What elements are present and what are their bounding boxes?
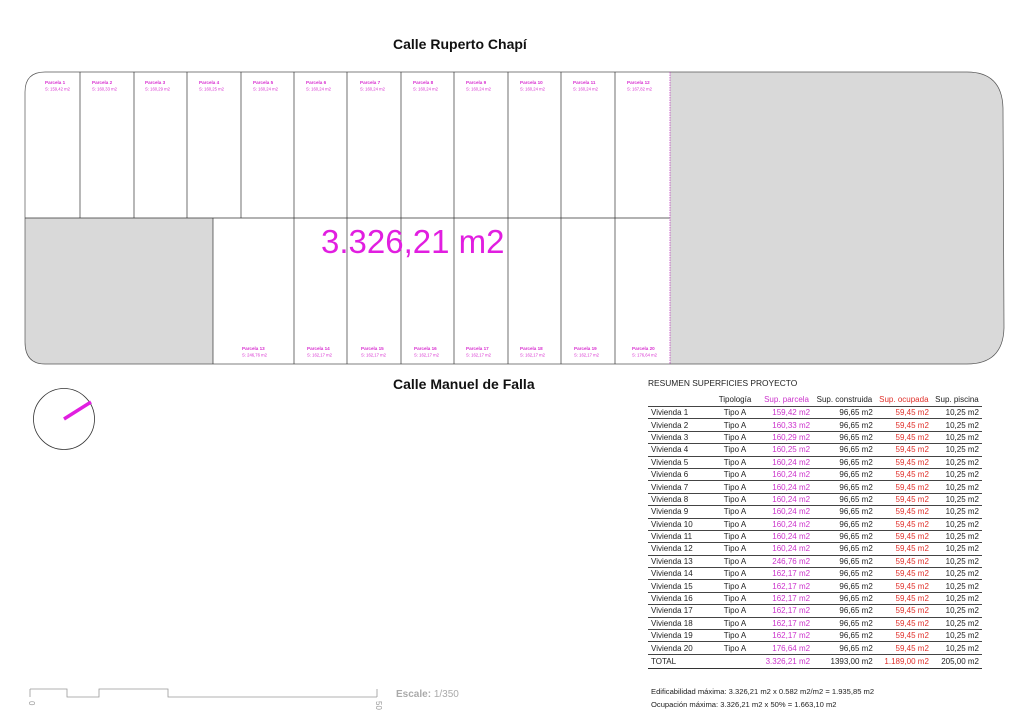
table-row <box>648 444 982 456</box>
table-cell: 96,65 m2 <box>813 543 876 555</box>
table-cell: Tipo A <box>710 468 760 480</box>
svg-text:Parcela 11: Parcela 11 <box>573 80 596 85</box>
table-cell: Tipo A <box>710 493 760 505</box>
svg-text:Parcela 16: Parcela 16 <box>414 346 437 351</box>
table-cell: Tipo A <box>710 580 760 592</box>
table-cell: 59,45 m2 <box>876 642 932 654</box>
table-cell: Tipo A <box>710 630 760 642</box>
table-cell: 96,65 m2 <box>813 444 876 456</box>
table-cell: 10,25 m2 <box>932 518 982 530</box>
table-cell: 160,24 m2 <box>760 543 813 555</box>
table-cell: 160,33 m2 <box>760 419 813 431</box>
table-cell: 10,25 m2 <box>932 431 982 443</box>
table-cell: Tipo A <box>710 543 760 555</box>
table-cell: Vivienda 2 <box>648 419 710 431</box>
table-cell: 10,25 m2 <box>932 493 982 505</box>
table-cell: 59,45 m2 <box>876 580 932 592</box>
table-cell: 59,45 m2 <box>876 592 932 604</box>
svg-text:S: 159,42 m2: S: 159,42 m2 <box>45 86 70 92</box>
parcel-label <box>574 346 600 358</box>
table-cell: 96,65 m2 <box>813 431 876 443</box>
table-row <box>648 518 982 530</box>
table-cell: 96,65 m2 <box>813 555 876 567</box>
table-row <box>648 419 982 431</box>
scale-end: 50 <box>374 701 383 710</box>
col-header: Sup. piscina <box>935 394 979 404</box>
svg-text:Parcela 4: Parcela 4 <box>199 80 220 85</box>
table-cell: 162,17 m2 <box>760 568 813 580</box>
table-cell: 96,65 m2 <box>813 630 876 642</box>
col-header: Sup. ocupada <box>879 394 929 404</box>
table-cell: 96,65 m2 <box>813 481 876 493</box>
table-cell: 10,25 m2 <box>932 580 982 592</box>
table-cell: 59,45 m2 <box>876 543 932 555</box>
table-row <box>648 592 982 604</box>
parcel-label <box>573 80 599 92</box>
table-cell: 162,17 m2 <box>760 617 813 629</box>
table-cell: 160,29 m2 <box>760 431 813 443</box>
table-cell: 96,65 m2 <box>813 605 876 617</box>
table-cell: Vivienda 5 <box>648 456 710 468</box>
table-cell: TOTAL <box>648 654 710 668</box>
table-cell: 96,65 m2 <box>813 407 876 419</box>
table-cell: 159,42 m2 <box>760 407 813 419</box>
svg-text:Parcela 6: Parcela 6 <box>306 80 327 85</box>
table-cell: Tipo A <box>710 506 760 518</box>
table-cell: 10,25 m2 <box>932 506 982 518</box>
table-cell: 96,65 m2 <box>813 530 876 542</box>
table-cell: Tipo A <box>710 605 760 617</box>
table-cell: 10,25 m2 <box>932 555 982 567</box>
table-cell: Vivienda 10 <box>648 518 710 530</box>
table-cell: Tipo A <box>710 444 760 456</box>
parcel-label <box>627 80 653 92</box>
svg-text:Parcela 17: Parcela 17 <box>466 346 489 351</box>
table-row <box>648 530 982 542</box>
table-cell: 96,65 m2 <box>813 580 876 592</box>
table-cell: 59,45 m2 <box>876 431 932 443</box>
table-cell: Tipo A <box>710 407 760 419</box>
table-cell: 59,45 m2 <box>876 456 932 468</box>
svg-text:S: 160,24 m2: S: 160,24 m2 <box>466 86 491 92</box>
table-row <box>648 493 982 505</box>
table-cell: 160,24 m2 <box>760 530 813 542</box>
svg-text:Parcela 8: Parcela 8 <box>413 80 434 85</box>
table-cell: 59,45 m2 <box>876 530 932 542</box>
table-cell: 10,25 m2 <box>932 642 982 654</box>
table-cell: 96,65 m2 <box>813 592 876 604</box>
table-cell: 59,45 m2 <box>876 444 932 456</box>
svg-text:Parcela 1: Parcela 1 <box>45 80 66 85</box>
svg-text:Parcela 20: Parcela 20 <box>632 346 655 351</box>
table-row <box>648 506 982 518</box>
north-arrow-icon <box>30 386 100 454</box>
table-cell: 10,25 m2 <box>932 605 982 617</box>
table-cell: 10,25 m2 <box>932 468 982 480</box>
ocupacion-note: Ocupación máxima: 3.326,21 m2 x 50% = 1.663,10 m2 <box>651 700 837 709</box>
shaded-block-right <box>670 72 1005 364</box>
table-cell: Vivienda 11 <box>648 530 710 542</box>
scale-start: 0 <box>27 701 36 706</box>
col-header <box>648 392 710 407</box>
svg-text:Parcela 19: Parcela 19 <box>574 346 597 351</box>
svg-text:Parcela 15: Parcela 15 <box>361 346 384 351</box>
table-cell: 1393,00 m2 <box>813 654 876 668</box>
svg-text:S: 162,17 m2: S: 162,17 m2 <box>307 352 332 358</box>
table-cell: 96,65 m2 <box>813 617 876 629</box>
table-cell: 1.189,00 m2 <box>876 654 932 668</box>
table-cell: 162,17 m2 <box>760 630 813 642</box>
table-cell: 59,45 m2 <box>876 568 932 580</box>
table-row <box>648 642 982 654</box>
parcel-label <box>466 346 492 358</box>
table-cell: 10,25 m2 <box>932 444 982 456</box>
table-cell: 59,45 m2 <box>876 518 932 530</box>
summary-rows <box>648 407 982 669</box>
table-cell: 10,25 m2 <box>932 592 982 604</box>
table-cell: 162,17 m2 <box>760 592 813 604</box>
table-cell: 160,24 m2 <box>760 456 813 468</box>
table-cell: Vivienda 14 <box>648 568 710 580</box>
svg-text:S: 246,76 m2: S: 246,76 m2 <box>242 352 267 358</box>
table-cell: 162,17 m2 <box>760 605 813 617</box>
svg-text:S: 162,17 m2: S: 162,17 m2 <box>466 352 491 358</box>
scale-value: 1/350 <box>433 689 459 700</box>
table-cell: Vivienda 18 <box>648 617 710 629</box>
svg-text:S: 162,17 m2: S: 162,17 m2 <box>361 352 386 358</box>
table-cell: Tipo A <box>710 555 760 567</box>
svg-text:S: 160,24 m2: S: 160,24 m2 <box>520 86 545 92</box>
table-row <box>648 568 982 580</box>
svg-text:Parcela 9: Parcela 9 <box>466 80 487 85</box>
svg-text:S: 160,24 m2: S: 160,24 m2 <box>306 86 331 92</box>
table-row <box>648 555 982 567</box>
table-cell: 59,45 m2 <box>876 605 932 617</box>
summary-table <box>648 378 982 669</box>
table-row <box>648 630 982 642</box>
svg-text:S: 160,24 m2: S: 160,24 m2 <box>573 86 598 92</box>
scale-label <box>396 689 459 700</box>
parcel-label <box>632 346 658 358</box>
table-cell: 96,65 m2 <box>813 642 876 654</box>
svg-text:S: 162,17 m2: S: 162,17 m2 <box>414 352 439 358</box>
total-row <box>648 654 982 668</box>
table-cell: 10,25 m2 <box>932 617 982 629</box>
table-cell: 160,25 m2 <box>760 444 813 456</box>
parcel-label <box>520 346 546 358</box>
table-cell: Tipo A <box>710 518 760 530</box>
table-cell: 160,24 m2 <box>760 518 813 530</box>
table-cell: 160,24 m2 <box>760 468 813 480</box>
table-cell: 59,45 m2 <box>876 555 932 567</box>
table-cell: 96,65 m2 <box>813 568 876 580</box>
table-cell: 246,76 m2 <box>760 555 813 567</box>
summary-title: RESUMEN SUPERFICIES PROYECTO <box>648 378 798 388</box>
table-cell: 160,24 m2 <box>760 481 813 493</box>
svg-text:Parcela 12: Parcela 12 <box>627 80 650 85</box>
table-cell: 10,25 m2 <box>932 568 982 580</box>
table-row <box>648 580 982 592</box>
table-cell: 59,45 m2 <box>876 630 932 642</box>
table-cell: 96,65 m2 <box>813 456 876 468</box>
table-cell: 10,25 m2 <box>932 481 982 493</box>
svg-text:Parcela 18: Parcela 18 <box>520 346 543 351</box>
table-cell: Tipo A <box>710 568 760 580</box>
svg-text:S: 160,24 m2: S: 160,24 m2 <box>413 86 438 92</box>
table-cell: 10,25 m2 <box>932 530 982 542</box>
parcel-label <box>307 346 333 358</box>
table-row <box>648 605 982 617</box>
table-cell: 10,25 m2 <box>932 456 982 468</box>
svg-text:S: 176,64 m2: S: 176,64 m2 <box>632 352 657 358</box>
svg-text:S: 167,82 m2: S: 167,82 m2 <box>627 86 652 92</box>
svg-text:Parcela 10: Parcela 10 <box>520 80 543 85</box>
street-name-bottom: Calle Manuel de Falla <box>393 376 535 392</box>
svg-text:Parcela 2: Parcela 2 <box>92 80 113 85</box>
table-cell: 96,65 m2 <box>813 468 876 480</box>
table-cell: 96,65 m2 <box>813 506 876 518</box>
table-cell: Vivienda 19 <box>648 630 710 642</box>
table-cell: Vivienda 12 <box>648 543 710 555</box>
table-cell: Tipo A <box>710 642 760 654</box>
table-cell: Vivienda 16 <box>648 592 710 604</box>
table-cell: 162,17 m2 <box>760 580 813 592</box>
table-cell: Tipo A <box>710 617 760 629</box>
table-cell: 176,64 m2 <box>760 642 813 654</box>
table-row <box>648 456 982 468</box>
svg-text:S: 162,17 m2: S: 162,17 m2 <box>520 352 545 358</box>
table-cell <box>710 654 760 668</box>
table-cell: 59,45 m2 <box>876 419 932 431</box>
table-cell: 96,65 m2 <box>813 518 876 530</box>
table-cell: 59,45 m2 <box>876 493 932 505</box>
svg-text:Parcela 7: Parcela 7 <box>360 80 381 85</box>
svg-text:Parcela 13: Parcela 13 <box>242 346 265 351</box>
parcel-label <box>242 346 268 358</box>
table-cell: 160,24 m2 <box>760 506 813 518</box>
table-cell: 96,65 m2 <box>813 493 876 505</box>
table-cell: Vivienda 7 <box>648 481 710 493</box>
table-cell: Vivienda 8 <box>648 493 710 505</box>
table-cell: Vivienda 3 <box>648 431 710 443</box>
table-row <box>648 468 982 480</box>
table-cell: Tipo A <box>710 431 760 443</box>
table-cell: 59,45 m2 <box>876 481 932 493</box>
svg-text:S: 160,25 m2: S: 160,25 m2 <box>199 86 224 92</box>
table-cell: Vivienda 9 <box>648 506 710 518</box>
table-cell: 3.326,21 m2 <box>760 654 813 668</box>
table-cell: Tipo A <box>710 592 760 604</box>
table-cell: 10,25 m2 <box>932 543 982 555</box>
table-cell: 160,24 m2 <box>760 493 813 505</box>
table-row <box>648 617 982 629</box>
svg-text:S: 160,29 m2: S: 160,29 m2 <box>145 86 170 92</box>
table-cell: Tipo A <box>710 481 760 493</box>
table-cell: Tipo A <box>710 530 760 542</box>
svg-text:S: 160,33 m2: S: 160,33 m2 <box>92 86 117 92</box>
svg-text:S: 160,24 m2: S: 160,24 m2 <box>360 86 385 92</box>
table-cell: 59,45 m2 <box>876 407 932 419</box>
table-cell: Vivienda 17 <box>648 605 710 617</box>
edificabilidad-note: Edificabilidad máxima: 3.326,21 m2 x 0.582 m2/m2 = 1.935,85 m2 <box>651 687 875 696</box>
parcel-label <box>520 80 546 92</box>
svg-text:S: 162,17 m2: S: 162,17 m2 <box>574 352 599 358</box>
table-cell: Tipo A <box>710 456 760 468</box>
table-cell: 10,25 m2 <box>932 407 982 419</box>
table-cell: Vivienda 13 <box>648 555 710 567</box>
table-cell: 59,45 m2 <box>876 468 932 480</box>
table-cell: 10,25 m2 <box>932 419 982 431</box>
total-area-label: 3.326,21 m2 <box>321 223 505 260</box>
table-cell: Vivienda 1 <box>648 407 710 419</box>
col-header: Sup. construida <box>816 394 873 404</box>
table-cell: Tipo A <box>710 419 760 431</box>
col-header: Tipología <box>718 394 752 404</box>
table-cell: 59,45 m2 <box>876 617 932 629</box>
table-row <box>648 543 982 555</box>
table-row <box>648 407 982 419</box>
table-cell: Vivienda 4 <box>648 444 710 456</box>
svg-text:S: 160,24 m2: S: 160,24 m2 <box>253 86 278 92</box>
table-header-row <box>648 392 982 407</box>
table-cell: Vivienda 6 <box>648 468 710 480</box>
table-cell: 10,25 m2 <box>932 630 982 642</box>
shaded-block-left <box>25 218 213 364</box>
table-row <box>648 431 982 443</box>
col-header: Sup. parcela <box>764 394 809 404</box>
table-cell: 59,45 m2 <box>876 506 932 518</box>
svg-text:Parcela 5: Parcela 5 <box>253 80 274 85</box>
table-cell: Vivienda 20 <box>648 642 710 654</box>
svg-text:Parcela 14: Parcela 14 <box>307 346 330 351</box>
parcel-label <box>414 346 440 358</box>
street-name-top: Calle Ruperto Chapí <box>393 36 527 52</box>
scale-label-text: Escale: <box>396 689 432 700</box>
svg-text:Parcela 3: Parcela 3 <box>145 80 166 85</box>
parcel-label <box>361 346 387 358</box>
table-cell: 96,65 m2 <box>813 419 876 431</box>
table-cell: 205,00 m2 <box>932 654 982 668</box>
table-cell: Vivienda 15 <box>648 580 710 592</box>
table-row <box>648 481 982 493</box>
